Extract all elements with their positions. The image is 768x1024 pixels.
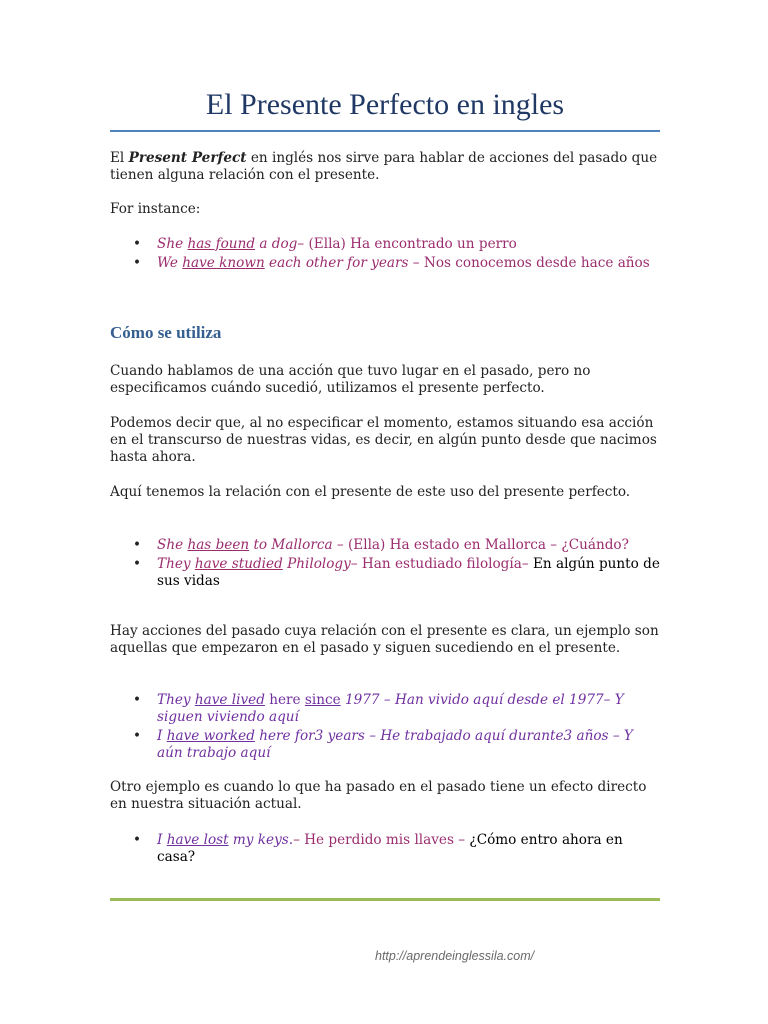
- intro-prefix: El: [110, 150, 129, 166]
- examples-list-1: [110, 236, 660, 274]
- footer-url[interactable]: http://aprendeinglessila.com/: [375, 949, 535, 963]
- intro-paragraph: [110, 150, 660, 184]
- paragraph-1: Cuando hablamos de una acción que tuvo lugar en el pasado, pero no especificamos cuándo sucedió, utilizamos el presente perfecto.: [110, 363, 591, 396]
- footer-divider: [110, 898, 660, 901]
- section-heading: Cómo se utiliza: [110, 323, 222, 342]
- bullet-icon: •: [133, 692, 142, 708]
- for-instance-label: For instance:: [110, 201, 201, 217]
- bullet-icon: •: [133, 728, 142, 744]
- list-item: • She has been to Mallorca – (Ella) Ha estado en Mallorca – ¿Cuándo?: [133, 537, 629, 553]
- list-item: • They have lived here since 1977 – Han vivido aquí desde el 1977– Y siguen viviendo aquí: [133, 692, 624, 725]
- list-item: • They have studied Philology– Han estudiado filología– En algún punto de sus vidas: [133, 556, 660, 589]
- examples-list-3: [110, 692, 660, 764]
- paragraph-3: Aquí tenemos la relación con el presente de este uso del presente perfecto.: [110, 484, 631, 500]
- paragraph-2: Podemos decir que, al no especificar el momento, estamos situando esa acción en el transcurso de nuestras vidas, es decir, en algún punto desde que nacimos hasta ahora.: [110, 415, 657, 465]
- paragraph-5: Otro ejemplo es cuando lo que ha pasado en el pasado tiene un efecto directo en nuestra situación actual.: [110, 779, 647, 812]
- bullet-icon: •: [133, 255, 142, 271]
- intro-rest: en inglés nos sirve para hablar de acciones del pasado que tienen alguna relación con el presente.: [110, 150, 658, 183]
- examples-list-2: [110, 537, 660, 592]
- bullet-icon: •: [133, 236, 142, 252]
- list-item: • I have worked here for3 years – He trabajado aquí durante3 años – Y aún trabajo aquí: [133, 728, 633, 761]
- page-title: El Presente Perfecto en ingles: [205, 88, 565, 121]
- list-item: • She has found a dog– (Ella) Ha encontrado un perro: [133, 236, 517, 252]
- bullet-icon: •: [133, 556, 142, 572]
- bullet-icon: •: [133, 537, 142, 553]
- intro-term: Present Perfect: [128, 150, 247, 166]
- examples-list-4: [110, 832, 660, 868]
- title-divider: [110, 130, 660, 132]
- list-item: • I have lost my keys.– He perdido mis llaves – ¿Cómo entro ahora en casa?: [133, 832, 623, 865]
- paragraph-4: Hay acciones del pasado cuya relación con el presente es clara, un ejemplo son aquellas que empezaron en el pasado y siguen sucediendo en el presente.: [110, 623, 659, 656]
- bullet-icon: •: [133, 832, 142, 848]
- list-item: • We have known each other for years – Nos conocemos desde hace años: [133, 255, 650, 271]
